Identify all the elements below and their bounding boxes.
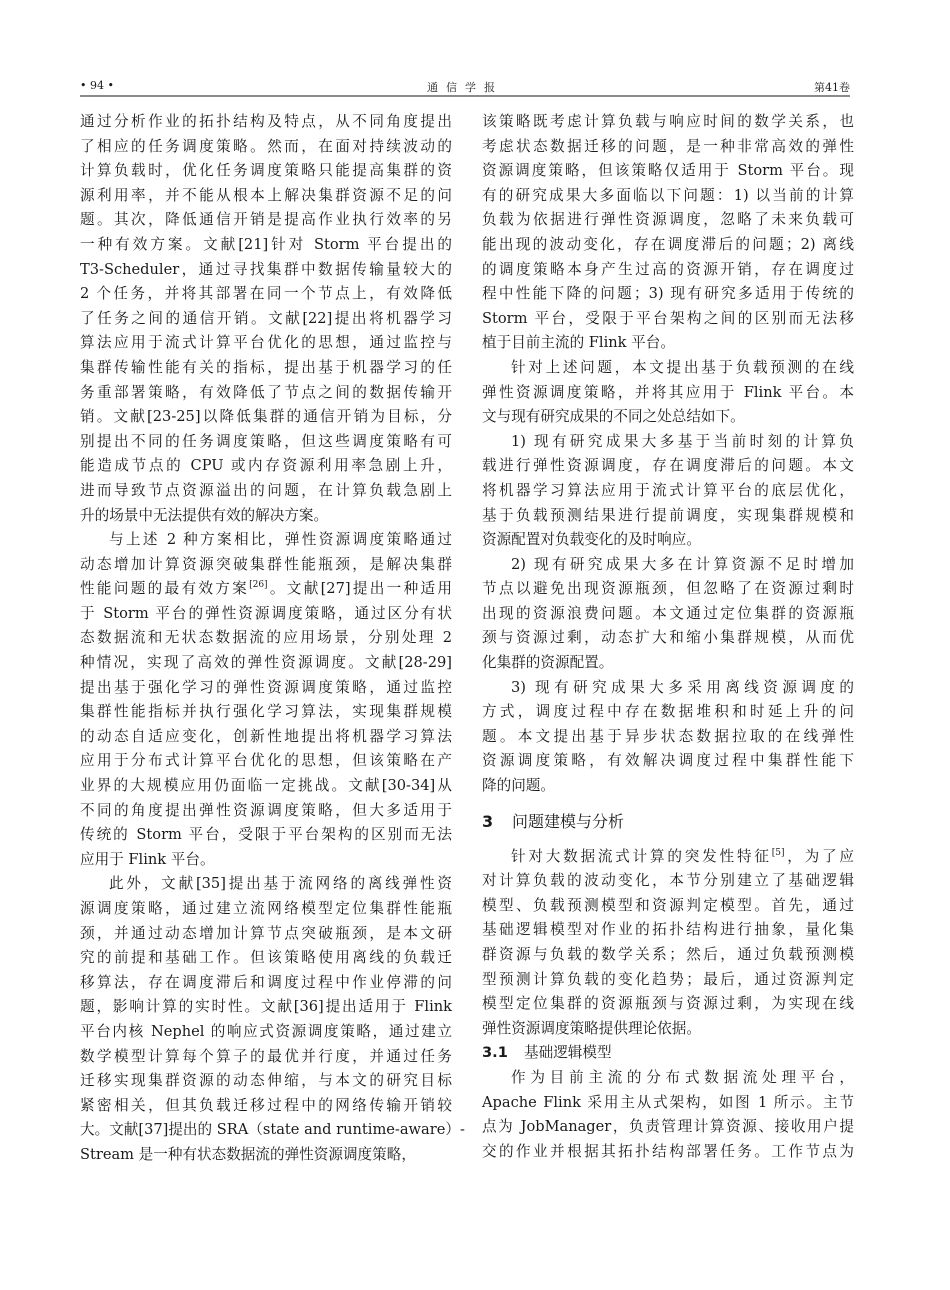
page-number: • 94 • xyxy=(80,79,114,92)
text-line: 了相应的任务调度策略。然而，在面对持续波动的 xyxy=(80,137,452,155)
text-line: 于 Storm 平台的弹性资源调度策略，通过区分有状 xyxy=(80,604,452,622)
text-line: 应用于分布式计算平台优化的思想，但该策略在产 xyxy=(80,752,452,770)
section-heading-3 xyxy=(482,805,854,839)
text-line: 程中性能下降的问题；3) 现有研究多适用于传统的 xyxy=(482,285,854,303)
text-line: 考虑状态数据迁移的问题，是一种非常高效的弹性 xyxy=(482,137,854,155)
text-line: 模型、负载预测模型和资源判定模型。首先，通过 xyxy=(482,896,854,914)
volume-label: 第41卷 xyxy=(814,81,850,94)
text-line: 节点以避免出现资源瓶颈，但忽略了在资源过剩时 xyxy=(482,580,854,598)
text-line: 紧密相关，但其负载迁移过程中的网络传输开销较 xyxy=(80,1096,452,1114)
text-line: 升的场景中无法提供有效的解决方案。 xyxy=(80,506,329,524)
text-line: 资源配置对负载变化的及时响应。 xyxy=(482,531,701,549)
text-line: 移算法，存在调度滞后和调度过程中作业停滞的问 xyxy=(80,973,452,991)
text-line: 1) 现有研究成果大多基于当前时刻的计算负 xyxy=(511,432,854,450)
text-line: 3) 现有研究成果大多采用离线资源调度的 xyxy=(511,678,854,696)
paragraph-related-work-3 xyxy=(80,872,465,1167)
text-line: 群资源与负载的数学关系；然后，通过负载预测模 xyxy=(482,946,854,963)
right-column xyxy=(482,110,854,1164)
text-line: 种情况，实现了高效的弹性资源调度。文献[28-29] xyxy=(80,654,452,672)
text-line: 点为 JobManager，负责管理计算资源、接收用户提 xyxy=(482,1118,854,1136)
text-line: 负载为依据进行弹性资源调度，忽略了未来负载可 xyxy=(482,211,854,229)
paragraph-problems xyxy=(482,110,854,356)
paragraph-section3-intro xyxy=(482,845,854,1042)
text-line: 了任务之间的通信开销。文献[22]提出将机器学习 xyxy=(80,309,452,327)
text-line: Apache Flink 采用主从式架构，如图 1 所示。主节 xyxy=(482,1093,854,1111)
text-line: 一种有效方案。文献[21]针对 Storm 平台提出的 xyxy=(80,235,452,253)
text-line: 作为目前主流的分布式数据流处理平台， xyxy=(511,1068,854,1086)
text-line: Stream 是一种有状态数据流的弹性资源调度策略， xyxy=(80,1145,416,1163)
text-line: 型预测计算负载的变化趋势；最后，通过资源判定 xyxy=(482,970,854,988)
text-line: T3-Scheduler，通过寻找集群中数据传输量较大的 xyxy=(80,260,452,278)
text-line: 提出基于强化学习的弹性资源调度策略，通过监控 xyxy=(80,678,452,696)
text-line: 题。其次，降低通信开销是提高作业执行效率的另 xyxy=(80,211,452,229)
text-line: 模型定位集群的资源瓶颈与资源过剩，为实现在线 xyxy=(482,995,854,1013)
text-line: 集群性能指标并执行强化学习算法，实现集群规模 xyxy=(80,703,452,721)
paragraph-proposal xyxy=(482,356,854,430)
contribution-item-2 xyxy=(482,553,854,676)
text-line: 传统的 Storm 平台，受限于平台架构的区别而无法 xyxy=(80,826,452,844)
text-line: 动态增加计算资源突破集群性能瓶颈，是解决集群 xyxy=(80,555,452,573)
text-line: 应用于 Flink 平台。 xyxy=(80,850,215,868)
section-title: 问题建模与分析 xyxy=(512,811,625,831)
text-line: 集群传输性能有关的指标，提出基于机器学习的任 xyxy=(80,358,452,376)
text-line: 的调度策略本身产生过高的资源开销，存在调度过 xyxy=(482,260,854,278)
citation-superscript: [5] xyxy=(771,847,785,858)
page-header xyxy=(80,77,850,97)
text-span: 。文献[27]提出一种适用 xyxy=(267,580,452,598)
text-span: 针对大数据流式计算的突发性特征 xyxy=(511,847,772,865)
text-line: 能造成节点的 CPU 或内存资源利用率急剧上升， xyxy=(80,457,452,475)
paragraph-related-work-2 xyxy=(80,528,452,872)
subsection-title: 基础逻辑模型 xyxy=(524,1044,612,1062)
text-line: 通过分析作业的拓扑结构及特点，从不同角度提出 xyxy=(80,113,452,130)
subsection-number: 3.1 xyxy=(482,1044,508,1062)
text-line: 的动态自适应变化，创新性地提出将机器学习算法 xyxy=(80,727,452,745)
text-line: 资源调度策略，有效解决调度过程中集群性能下 xyxy=(482,752,854,770)
text-line: 植于目前主流的 Flink 平台。 xyxy=(482,334,675,352)
text-line: 算法应用于流式计算平台优化的思想，通过监控与 xyxy=(80,334,452,352)
text-line: 能出现的波动变化，存在调度滞后的问题；2) 离线 xyxy=(482,235,854,253)
text-line: 销。文献[23-25]以降低集群的通信开销为目标，分 xyxy=(80,408,452,426)
text-line: 弹性资源调度策略，并将其应用于 Flink 平台。本 xyxy=(482,383,854,401)
text-line: 业界的大规模应用仍面临一定挑战。文献[30-34]从 xyxy=(80,777,452,795)
text-line: 载进行弹性资源调度，存在调度滞后的问题。本文 xyxy=(482,457,854,475)
text-line: 数学模型计算每个算子的最优并行度，并通过任务 xyxy=(80,1047,452,1065)
contribution-item-3 xyxy=(482,676,854,799)
text-line: 此外，文献[35]提出基于流网络的离线弹性资 xyxy=(109,875,452,893)
text-line: 态数据流和无状态数据流的应用场景，分别处理 2 xyxy=(80,629,452,647)
text-line: 别提出不同的任务调度策略，但这些调度策略有可 xyxy=(80,432,452,450)
text-line: 弹性资源调度策略提供理论依据。 xyxy=(482,1019,701,1037)
text-line: 有的研究成果大多面临以下问题：1) 以当前的计算 xyxy=(482,186,854,204)
text-line: 进而导致节点资源溢出的问题，在计算负载急剧上 xyxy=(80,481,452,499)
text-line: 源调度策略，通过建立流网络模型定位集群性能瓶 xyxy=(80,900,452,917)
text-line: 务重部署策略，有效降低了节点之间的数据传输开 xyxy=(80,383,452,401)
text-line: 题。本文提出基于异步状态数据拉取的在线弹性 xyxy=(482,727,854,745)
text-line: 究的前提和基础工作。但该策略使用离线的负载迁 xyxy=(80,949,452,967)
text-line: 计算负载时，优化任务调度策略只能提高集群的资 xyxy=(80,162,452,180)
text-line: 资源调度策略，但该策略仅适用于 Storm 平台。现 xyxy=(482,162,854,180)
section-number: 3 xyxy=(482,811,494,831)
text-span: ，为了应 xyxy=(784,847,854,865)
citation-superscript: [26] xyxy=(249,580,268,591)
text-line: 交的作业并根据其拓扑结构部署任务。工作节点为 xyxy=(482,1142,854,1160)
text-line: 对计算负载的波动变化，本节分别建立了基础逻辑 xyxy=(482,872,854,890)
text-line: 基于负载预测结果进行提前调度，实现集群规模和 xyxy=(482,506,854,524)
text-line xyxy=(80,577,452,602)
text-line: 方式，调度过程中存在数据堆积和时延上升的问 xyxy=(482,703,854,721)
text-line: 针对上述问题，本文提出基于负载预测的在线 xyxy=(511,358,854,376)
text-line: 迁移实现集群资源的动态伸缩，与本文的研究目标 xyxy=(80,1072,452,1090)
text-line: 平台内核 Nephel 的响应式资源调度策略，通过建立 xyxy=(80,1022,452,1040)
text-span: 性能问题的最有效方案 xyxy=(80,580,250,598)
text-line: 2) 现有研究成果大多在计算资源不足时增加 xyxy=(511,555,854,573)
left-column xyxy=(80,110,465,1168)
journal-title: 通信学报 xyxy=(427,81,503,94)
text-line: 化集群的资源配置。 xyxy=(482,654,614,672)
text-line: 大。文献[37]提出的 SRA（state and runtime-aware）- xyxy=(80,1121,465,1139)
text-line: 出现的资源浪费问题。本文通过定位集群的资源瓶 xyxy=(482,604,854,622)
text-line: 该策略既考虑计算负载与响应时间的数学关系，也 xyxy=(482,113,854,130)
text-line: 2 个任务，并将其部署在同一个节点上，有效降低 xyxy=(80,285,452,303)
text-line: 不同的角度提出弹性资源调度策略，但大多适用于 xyxy=(80,801,452,819)
paragraph-flink-architecture xyxy=(482,1066,854,1164)
text-line: 降的问题。 xyxy=(482,777,555,795)
text-line: 颈与资源过剩，动态扩大和缩小集群规模，从而优 xyxy=(482,629,854,647)
text-line: 与上述 2 种方案相比，弹性资源调度策略通过 xyxy=(109,531,452,549)
text-line: 题，影响计算的实时性。文献[36]提出适用于 Flink xyxy=(80,998,452,1016)
text-line: Storm 平台，受限于平台架构之间的区别而无法移 xyxy=(482,309,854,327)
text-line xyxy=(482,845,854,870)
text-line: 基础逻辑模型对作业的拓扑结构进行抽象，量化集 xyxy=(482,921,854,939)
contribution-item-1 xyxy=(482,430,854,553)
text-line: 将机器学习算法应用于流式计算平台的底层优化， xyxy=(482,481,854,499)
text-line: 颈，并通过动态增加计算节点突破瓶颈，是本文研 xyxy=(80,924,452,942)
paragraph-related-work-1 xyxy=(80,110,452,528)
text-line: 文与现有研究成果的不同之处总结如下。 xyxy=(482,408,745,426)
text-line: 源利用率，并不能从根本上解决集群资源不足的问 xyxy=(80,186,452,204)
subsection-heading-3-1 xyxy=(482,1041,854,1066)
